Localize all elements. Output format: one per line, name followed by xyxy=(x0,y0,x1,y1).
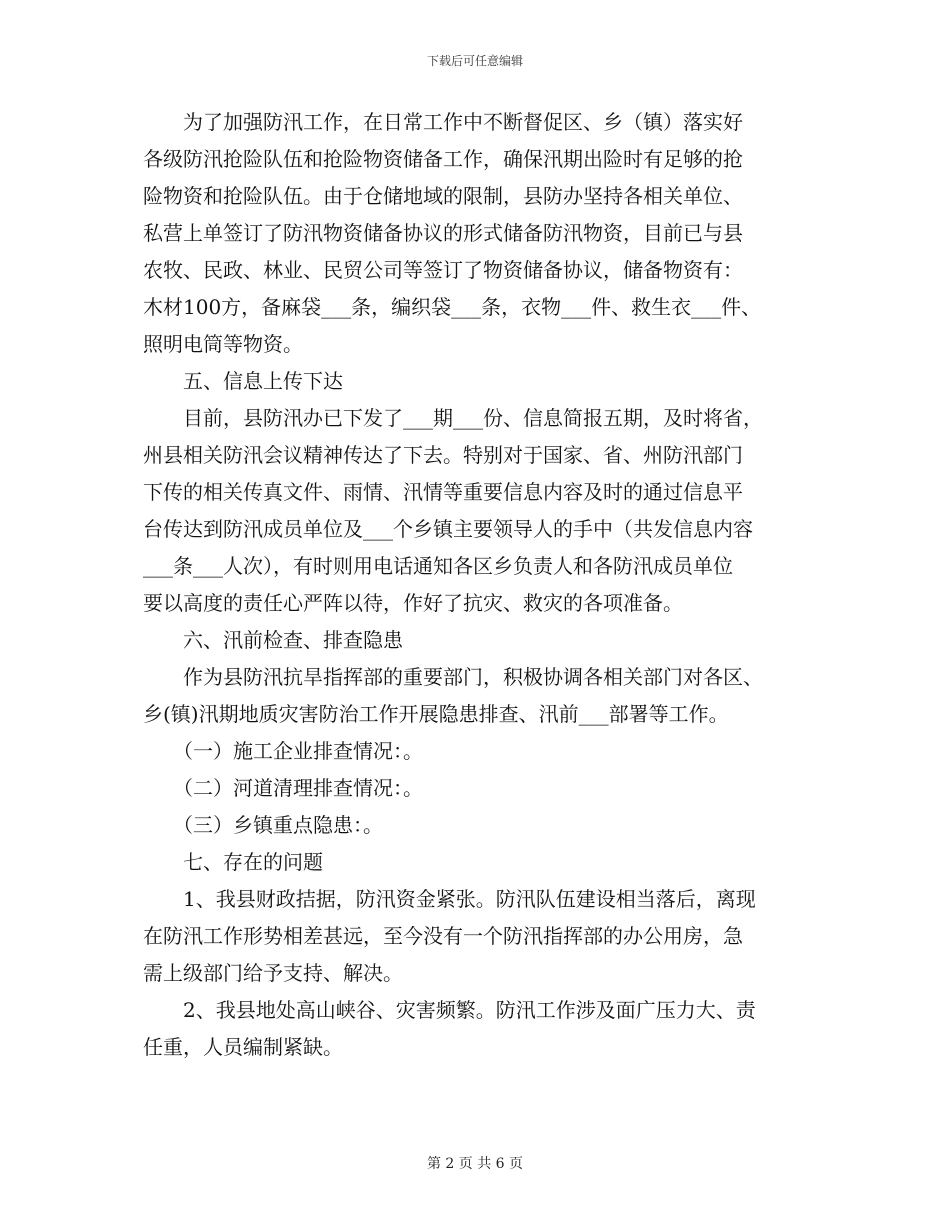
text-line: 照明电筒等物资。 xyxy=(143,332,303,356)
text-line: 2、我县地处高山峡谷、灾害频繁。防汛工作涉及面广压力大、责 xyxy=(143,998,756,1022)
text-line: 要以高度的责任心严阵以待，作好了抗灾、救灾的各项准备。 xyxy=(143,591,683,615)
text-line: 木材100方，备麻袋___条，编织袋___条，衣物___件、救生衣___件、 xyxy=(143,295,762,319)
text-line: 目前，县防汛办已下发了___期___份、信息简报五期，及时将省， xyxy=(143,406,763,430)
text-line: 任重，人员编制紧缺。 xyxy=(143,1035,343,1059)
text-line: ___条___人次），有时则用电话通知各区乡负责人和各防汛成员单位 xyxy=(143,554,733,578)
text-line: （二）河道清理排查情况：。 xyxy=(143,776,423,800)
text-line: 乡(镇)汛期地质灾害防治工作开展隐患排查、汛前___部署等工作。 xyxy=(143,702,729,726)
text-line: 在防汛工作形势相差甚远，至今没有一个防汛指挥部的办公用房，急 xyxy=(143,924,743,948)
text-line: 五、信息上传下达 xyxy=(143,369,343,393)
text-line: 州县相关防汛会议精神传达了下去。特别对于国家、省、州防汛部门 xyxy=(143,443,743,467)
text-line: （一）施工企业排查情况：。 xyxy=(143,739,423,763)
text-line: 台传达到防汛成员单位及___个乡镇主要领导人的手中（共发信息内容 xyxy=(143,517,753,541)
text-line: （三）乡镇重点隐患：。 xyxy=(143,813,383,837)
page-header: 下载后可任意编辑 xyxy=(426,54,523,68)
page-number: 第 2 页 共 6 页 xyxy=(426,1156,524,1172)
text-line: 六、汛前检查、排查隐患 xyxy=(143,628,403,652)
text-line: 1、我县财政拮据，防汛资金紧张。防汛队伍建设相当落后，离现 xyxy=(143,887,756,911)
text-line: 险物资和抢险队伍。由于仓储地域的限制，县防办坚持各相关单位、 xyxy=(143,184,743,208)
text-line: 下传的相关传真文件、雨情、汛情等重要信息内容及时的通过信息平 xyxy=(143,480,743,504)
text-line: 七、存在的问题 xyxy=(143,850,323,874)
text-line: 私营上单签订了防汛物资储备协议的形式储备防汛物资，目前已与县 xyxy=(143,221,743,245)
text-line: 各级防汛抢险队伍和抢险物资储备工作，确保汛期出险时有足够的抢 xyxy=(143,147,743,171)
text-line: 需上级部门给予支持、解决。 xyxy=(143,961,403,985)
text-line: 作为县防汛抗旱指挥部的重要部门，积极协调各相关部门对各区、 xyxy=(143,665,763,689)
document-body xyxy=(143,104,807,1066)
text-line: 农牧、民政、林业、民贸公司等签订了物资储备协议，储备物资有： xyxy=(143,258,743,282)
text-line: 为了加强防汛工作，在日常工作中不断督促区、乡（镇）落实好 xyxy=(143,110,743,134)
